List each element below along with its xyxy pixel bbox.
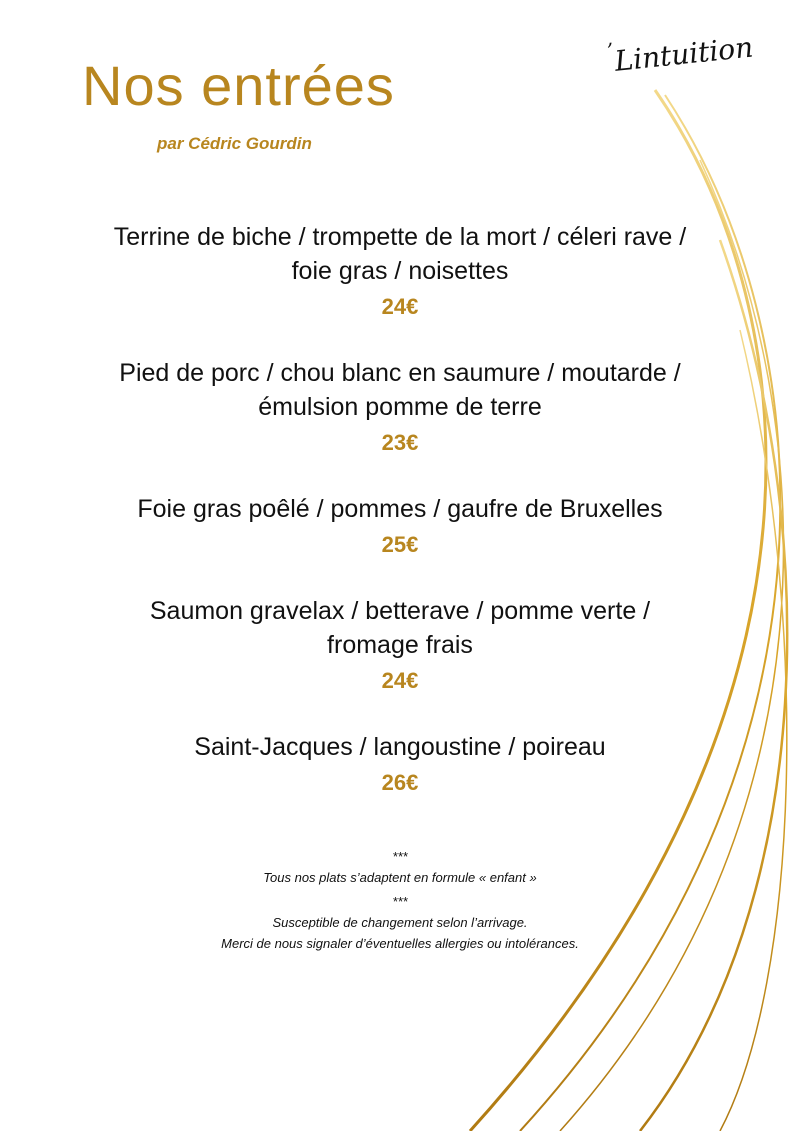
- dish-price: 24€: [381, 294, 419, 319]
- page-title: Nos entrées: [82, 54, 395, 117]
- change-note: Susceptible de changement selon l’arrivage.: [272, 915, 528, 930]
- dish-item: [0, 492, 800, 560]
- kids-note: Tous nos plats s’adaptent en formule « enfant »: [263, 870, 537, 885]
- dish-name: Terrine de biche / trompette de la mort / céleri rave / foie gras / noisettes: [113, 223, 687, 285]
- allergy-note: Merci de nous signaler d’éventuelles allergies ou intolérances.: [221, 936, 579, 951]
- dish-list: [0, 220, 800, 832]
- dish-price: 25€: [381, 532, 419, 557]
- footer-notes: [0, 846, 800, 954]
- dish-name: Foie gras poêlé / pommes / gaufre de Bruxelles: [137, 495, 663, 523]
- separator: ***: [392, 894, 408, 909]
- dish-item: [0, 356, 800, 458]
- chef-subtitle: par Cédric Gourdin: [157, 134, 312, 153]
- dish-price: 26€: [381, 770, 419, 795]
- dish-item: [0, 730, 800, 798]
- dish-name: Saumon gravelax / betterave / pomme verte / fromage frais: [149, 597, 651, 659]
- dish-price: 23€: [381, 430, 419, 455]
- dish-item: [0, 220, 800, 322]
- dish-name: Saint-Jacques / langoustine / poireau: [194, 733, 606, 761]
- dish-name: Pied de porc / chou blanc en saumure / moutarde / émulsion pomme de terre: [119, 359, 681, 421]
- restaurant-logo: ’Lintuition: [605, 30, 755, 78]
- dish-item: [0, 594, 800, 696]
- dish-price: 24€: [381, 668, 419, 693]
- separator: ***: [392, 849, 408, 864]
